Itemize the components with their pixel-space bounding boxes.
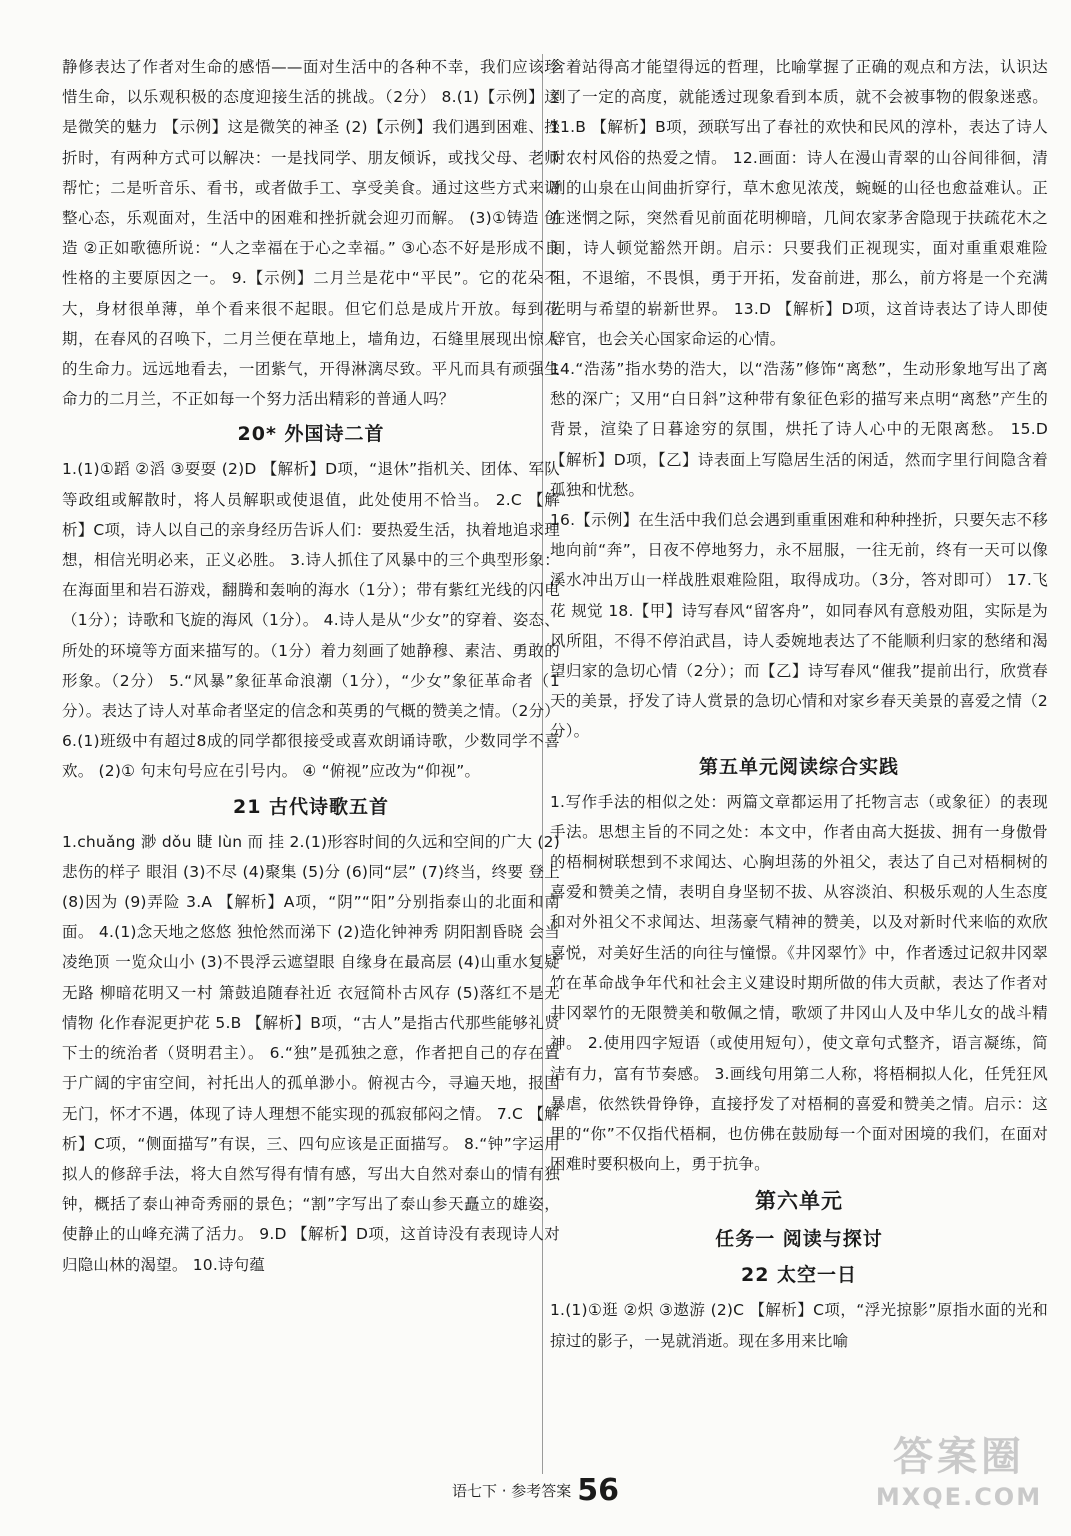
section-heading: 21 古代诗歌五首	[232, 795, 390, 818]
answer-paragraph: 含着站得高才能望得远的哲理，比喻掌握了正确的观点和方法，认识达到了一定的高度，就能透过现象看到本质，就不会被事物的假象迷惑。 11.B 【解析】B项，颈联写出了春社的欢快和民风的淳朴，表达了诗人对农村风俗的热爱之情。 12.画面：诗人在漫山青翠的山谷间徘徊，清冽的山泉在山间曲折穿行，草木愈见浓茂，蜿蜒的山径也愈益难认。正在迷惘之际，突然看见前面花明柳暗，几间农家茅舍隐现于扶疏花木之间，诗人顿觉豁然开朗。启示：只要我们正视现实，面对重重艰难险阻，不退缩，不畏惧，勇于开拓，发奋前进，那么，前方将是一个充满光明与希望的崭新世界。 13.D 【解析】D项，这首诗表达了诗人即使辞官，也会关心国家命运的心情。	[550, 58, 1048, 348]
section-heading: 22 太空一日	[740, 1264, 858, 1287]
right-column	[550, 52, 1048, 1356]
section-heading: 第五单元阅读综合实践	[698, 755, 899, 778]
answer-paragraph: 1.(1)①蹈 ②滔 ③耍耍 (2)D 【解析】D项，“退休”指机关、团体、军队等政组或解散时，将人员解职或使退值，此处使用不恰当。 2.C 【解析】C项，诗人以自己的亲身经历告诉人们：要热爱生活，执着地追求理想，相信光明必来，正义必胜。 3.诗人抓住了风暴中的三个典型形象：在海面里和岩石游戏，翻腾和轰响的海水（1分）；带有紫红光线的闪电（1分）；诗歌和飞旋的海风（1分）。 4.诗人是从“少女”的穿着、姿态、所处的环境等方面来描写的。（1分）着力刻画了她静穆、素洁、勇敢的形象。（2分） 5.“风暴”象征革命浪潮（1分），“少女”象征革命者（1分）。表达了诗人对革命者坚定的信念和英勇的气概的赞美之情。（2分） 6.(1)班级中有超过8成的同学都很接受或喜欢朗诵诗歌，少数同学不喜欢。 (2)① 句末句号应在引号内。 ④ “俯视”应改为“仰视”。	[62, 460, 560, 781]
watermark	[869, 1432, 1049, 1528]
section-heading: 20* 外国诗二首	[237, 423, 385, 446]
footer-label: 语七下 · 参考答案	[451, 1482, 572, 1500]
answer-paragraph: 1.chuǎng 渺 dǒu 睫 lùn 而 挂 2.(1)形容时间的久远和空间的广大 (2)悲伤的样子 眼泪 (3)不尽 (4)聚集 (5)分 (6)同“层” (7)终当，终要 登上 (8)因为 (9)弄险 3.A 【解析】A项，“阴”“阳”分别指泰山的北面和南面。 4.(1)念天地之悠悠 独怆然而涕下 (2)造化钟神秀 阴阳割昏晓 会当凌绝顶 一览众山小 (3)不畏浮云遮望眼 自缘身在最高层 (4)山重水复疑无路 柳暗花明又一村 箫鼓追随春社近 衣冠简朴古风存 (5)落红不是无情物 化作春泥更护花 5.B 【解析】B项，“古人”是指古代那些能够礼贤下士的统治者（贤明君主）。 6.“独”是孤独之意，作者把自己的存在置于广阔的宇宙空间，衬托出人的孤单渺小。俯视古今，寻遍天地，报国无门，怀才不遇，体现了诗人理想不能实现的孤寂郁闷之情。 7.C 【解析】C项，“侧面描写”有误，三、四句应该是正面描写。 8.“钟”字运用拟人的修辞手法，将大自然写得有情有感，写出大自然对泰山的情有独钟，概括了泰山神奇秀丽的景色；“割”字写出了泰山参天矗立的雄姿，使静止的山峰充满了活力。 9.D 【解析】D项，这首诗没有表现诗人对归隐山林的渴望。 10.诗句蕴	[62, 832, 560, 1274]
answer-paragraph: 14.“浩荡”指水势的浩大，以“浩荡”修饰“离愁”，生动形象地写出了离愁的深广；又用“白日斜”这种带有象征色彩的描写来点明“离愁”产生的背景，渲染了日暮途穷的氛围，烘托了诗人心中的无限离愁。 15.D 【解析】D项，【乙】诗表面上写隐居生活的闲适，然而字里行间隐含着孤独和忧愁。	[550, 360, 1048, 499]
answer-paragraph: 1.(1)①逛 ②炽 ③遨游 (2)C 【解析】C项，“浮光掠影”原指水面的光和掠过的影子，一晃就消逝。现在多用来比喻	[550, 1301, 1048, 1350]
page-number: 56	[577, 1473, 620, 1508]
unit-heading: 第六单元	[755, 1189, 843, 1214]
watermark-logo: 答案圈	[893, 1434, 1025, 1480]
task-heading: 任务一 阅读与探讨	[715, 1228, 883, 1251]
watermark-url: MXQE.COM	[875, 1483, 1043, 1511]
left-column	[62, 52, 560, 1280]
answer-paragraph: 16.【示例】在生活中我们总会遇到重重困难和种种挫折，只要矢志不移地向前“奔”，日夜不停地努力，永不屈服，一往无前，终有一天可以像溪水冲出万山一样战胜艰难险阻，取得成功。（3分，答对即可） 17.飞花 规觉 18.【甲】诗写春风“留客舟”，如同春风有意般劝阻，实际是为风所阻，不得不停泊武昌，诗人委婉地表达了不能顺利归家的愁绪和渴望归家的急切心情（2分）；而【乙】诗写春风“催我”提前出行，欣赏春天的美景，抒发了诗人赏景的急切心情和对家乡春天美景的喜爱之情（2分）。	[550, 511, 1048, 741]
answer-paragraph: 静修表达了作者对生命的感悟——面对生活中的各种不幸，我们应该珍惜生命，以乐观积极的态度迎接生活的挑战。（2分） 8.(1)【示例】这是微笑的魅力 【示例】这是微笑的神圣 (2)【示例】我们遇到困难、挫折时，有两种方式可以解决：一是找同学、朋友倾诉，或找父母、老师帮忙；二是听音乐、看书，或者做手工、享受美食。通过这些方式来调整心态，乐观面对，生活中的困难和挫折就会迎刃而解。 (3)①铸造 创造 ②正如歌德所说：“人之幸福在于心之幸福。” ③心态不好是形成不良性格的主要原因之一。 9.【示例】二月兰是花中“平民”。它的花朵不大，身材很单薄，单个看来很不起眼。但它们总是成片开放。每到花期，在春风的召唤下，二月兰便在草地上，墙角边，石缝里展现出惊人的生命力。远远地看去，一团紫气，开得淋漓尽致。平凡而具有顽强生命力的二月兰，不正如每一个努力活出精彩的普通人吗？	[62, 58, 560, 409]
answer-paragraph: 1.写作手法的相似之处：两篇文章都运用了托物言志（或象征）的表现手法。思想主旨的不同之处：本文中，作者由高大挺拔、拥有一身傲骨的梧桐树联想到不求闻达、心胸坦荡的外祖父，表达了自己对梧桐树的喜爱和赞美之情，表明自身坚韧不拔、从容淡泊、积极乐观的人生态度和对外祖父不求闻达、坦荡豪气精神的赞美，以及对新时代来临的欢欣喜悦，对美好生活的向往与憧憬。《井冈翠竹》中，作者透过记叙井冈翠竹在革命战争年代和社会主义建设时期所做的伟大贡献，表达了作者对井冈翠竹的无限赞美和敬佩之情，歌颂了井冈山人及中华儿女的战斗精神。 2.使用四字短语（或使用短句），使文章句式整齐，语言凝练，简洁有力，富有节奏感。 3.画线句用第二人称，将梧桐拟人化，任凭狂风暴虐，依然铁骨铮铮，直接抒发了对梧桐的喜爱和赞美之情。启示：这里的“你”不仅指代梧桐，也仿佛在鼓励每一个面对困境的我们，在面对困难时要积极向上，勇于抗争。	[550, 792, 1048, 1174]
